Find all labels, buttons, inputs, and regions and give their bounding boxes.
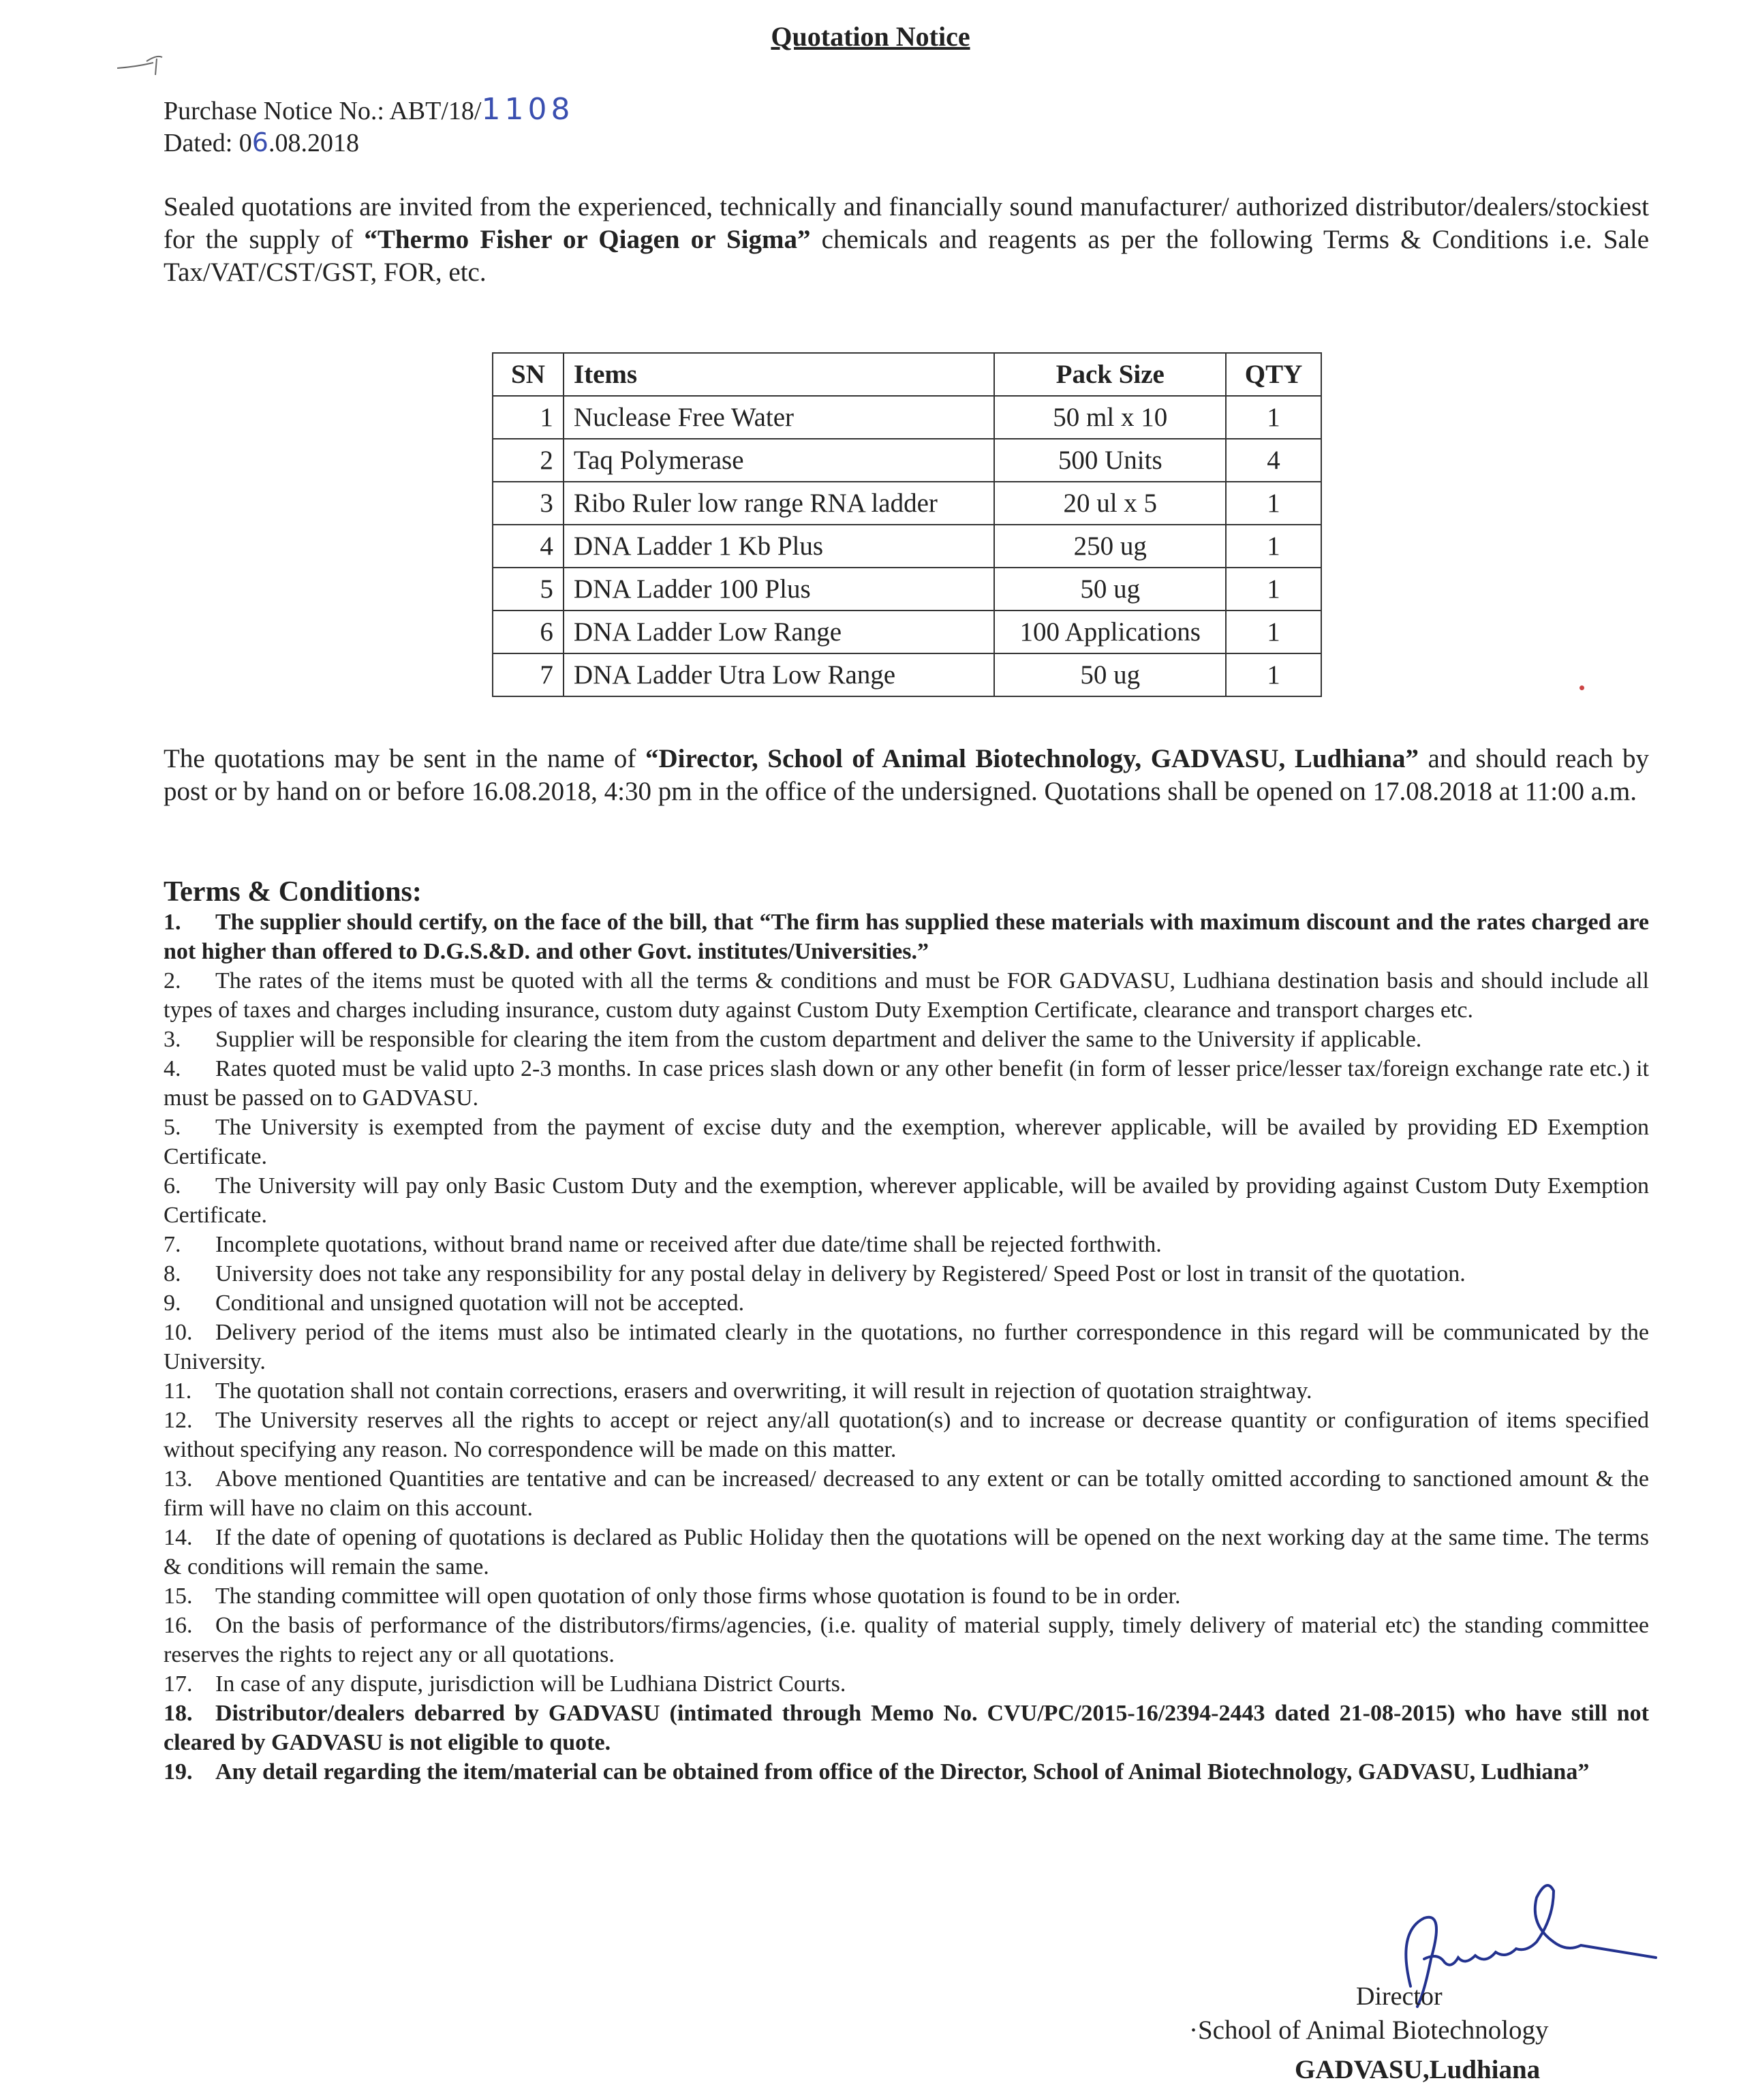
cell-sn: 7 [493, 653, 564, 696]
term-text: Incomplete quotations, without brand name or received after due date/time shall be rejected forthwith. [215, 1232, 1162, 1257]
term-text: The quotation shall not contain corrections, erasers and overwriting, it will result in rejection of quotation straightway. [215, 1378, 1312, 1404]
cell-item: DNA Ladder 1 Kb Plus [564, 525, 995, 568]
term-text: The standing committee will open quotation of only those firms whose quotation is found to be in order. [215, 1584, 1181, 1609]
table-row [493, 396, 1321, 439]
submission-text-1: The quotations may be sent in the name of [164, 744, 645, 773]
header-sn: SN [493, 353, 564, 396]
cell-pack-size: 100 Applications [994, 611, 1226, 653]
terms-heading: Terms & Conditions: [164, 876, 422, 908]
cell-item: DNA Ladder Low Range [564, 611, 995, 653]
term-number: 2. [164, 968, 181, 993]
cell-item: DNA Ladder Utra Low Range [564, 653, 995, 696]
cell-sn: 3 [493, 482, 564, 525]
table-row [493, 525, 1321, 568]
cell-sn: 4 [493, 525, 564, 568]
signatory-organization: GADVASU,Ludhiana [1295, 2055, 1541, 2084]
cell-sn: 1 [493, 396, 564, 439]
table-row [493, 439, 1321, 482]
term-number: 17. [164, 1671, 193, 1697]
term-text: The University will pay only Basic Custom Duty and the exemption, wherever applicable, will be availed by providing against Custom Duty Exemption Certificate. [164, 1173, 1649, 1228]
document-title: Quotation Notice [771, 21, 970, 52]
term-item [164, 908, 1649, 966]
term-text: The University is exempted from the payment of excise duty and the exemption, wherever applicable, will be availed by providing ED Exemption Certificate. [164, 1115, 1649, 1169]
term-number: 13. [164, 1466, 193, 1492]
term-item [164, 1171, 1649, 1230]
term-item [164, 1464, 1649, 1523]
notice-date [164, 127, 359, 158]
term-number: 6. [164, 1173, 181, 1199]
cell-sn: 5 [493, 568, 564, 611]
cell-qty: 4 [1226, 439, 1321, 482]
cell-pack-size: 50 ml x 10 [994, 396, 1226, 439]
term-item [164, 1288, 1649, 1318]
term-number: 12. [164, 1408, 193, 1433]
cell-pack-size: 500 Units [994, 439, 1226, 482]
term-item [164, 1259, 1649, 1288]
cell-pack-size: 250 ug [994, 525, 1226, 568]
submission-text-2: and should reach by post or by hand on or before 16.08.2018, 4:30 pm in the office of the undersigned. Quotations shall be opened on 17.08.2018 at 11:00 a.m. [164, 744, 1650, 806]
intro-brands: “Thermo Fisher or Qiagen or Sigma” [364, 225, 811, 254]
cell-sn: 2 [493, 439, 564, 482]
table-row [493, 611, 1321, 653]
term-text: Supplier will be responsible for clearing the item from the custom department and deliver the same to the University if applicable. [215, 1027, 1422, 1052]
term-number: 10. [164, 1320, 193, 1345]
term-item [164, 1669, 1649, 1699]
term-number: 3. [164, 1027, 181, 1052]
table-row [493, 482, 1321, 525]
purchase-notice-label: Purchase Notice No.: ABT/18/ [164, 97, 482, 125]
term-item [164, 1523, 1649, 1581]
cell-item: Ribo Ruler low range RNA ladder [564, 482, 995, 525]
term-item [164, 1699, 1649, 1757]
table-header-row [493, 353, 1321, 396]
notice-date-rest: .08.2018 [268, 129, 359, 157]
term-text: The supplier should certify, on the face of the bill, that “The firm has supplied these materials with maximum discount and the rates charged are not higher than offered to D.G.S.&D. and other Govt. institutes/Universities.” [164, 910, 1649, 964]
cell-sn: 6 [493, 611, 564, 653]
signatory-title: Director [1356, 1982, 1443, 2011]
term-number: 16. [164, 1613, 193, 1638]
term-item [164, 1025, 1649, 1054]
term-number: 19. [164, 1759, 193, 1785]
margin-scribble [116, 48, 191, 82]
intro-text-2: chemicals and reagents as per the following Terms & Conditions i.e. Sale Tax/VAT/CST/GST, FOR, etc. [164, 225, 1649, 287]
term-text: If the date of opening of quotations is declared as Public Holiday then the quotations will be opened on the next working day at the same time. The terms & conditions will remain the same. [164, 1525, 1649, 1579]
term-number: 1. [164, 910, 181, 935]
term-number: 5. [164, 1115, 181, 1140]
term-text: Conditional and unsigned quotation will not be accepted. [215, 1291, 745, 1316]
table-row [493, 568, 1321, 611]
submission-addressee: “Director, School of Animal Biotechnology, GADVASU, Ludhiana” [645, 744, 1419, 773]
signatory-school: ·School of Animal Biotechnology [1189, 2016, 1549, 2045]
notice-date-label: Dated: 0 [164, 129, 252, 157]
term-item [164, 1757, 1649, 1787]
intro-paragraph [164, 191, 1649, 289]
cell-qty: 1 [1226, 653, 1321, 696]
cell-qty: 1 [1226, 525, 1321, 568]
term-text: Delivery period of the items must also be intimated clearly in the quotations, no further correspondence in this regard will be communicated by the University. [164, 1320, 1649, 1374]
term-number: 7. [164, 1232, 181, 1257]
purchase-notice-number [164, 92, 574, 127]
term-number: 15. [164, 1584, 193, 1609]
handwritten-date-digit: 6 [251, 127, 268, 157]
table-row [493, 653, 1321, 696]
cell-pack-size: 50 ug [994, 653, 1226, 696]
term-number: 14. [164, 1525, 193, 1550]
term-number: 9. [164, 1291, 181, 1316]
header-qty: QTY [1226, 353, 1321, 396]
term-item [164, 1581, 1649, 1611]
term-item [164, 1113, 1649, 1171]
term-text: Above mentioned Quantities are tentative and can be increased/ decreased to any extent or can be totally omitted according to sanctioned amount & the firm will have no claim on this account. [164, 1466, 1649, 1521]
term-number: 11. [164, 1378, 192, 1404]
items-table [492, 352, 1322, 697]
submission-paragraph [164, 743, 1649, 808]
header-pack-size: Pack Size [994, 353, 1226, 396]
cell-pack-size: 50 ug [994, 568, 1226, 611]
term-text: Rates quoted must be valid upto 2-3 months. In case prices slash down or any other benefit (in form of lesser price/lesser tax/foreign exchange rate etc.) it must be passed on to GADVASU. [164, 1056, 1649, 1111]
cell-qty: 1 [1226, 482, 1321, 525]
term-item [164, 966, 1649, 1025]
term-item [164, 1230, 1649, 1259]
cell-item: Taq Polymerase [564, 439, 995, 482]
cell-qty: 1 [1226, 611, 1321, 653]
term-text: On the basis of performance of the distributors/firms/agencies, (i.e. quality of material supply, timely delivery of material etc) the standing committee reserves the rights to reject any or all quotations. [164, 1613, 1649, 1667]
term-item [164, 1318, 1649, 1376]
cell-item: Nuclease Free Water [564, 396, 995, 439]
term-text: The rates of the items must be quoted with all the terms & conditions and must be FOR GADVASU, Ludhiana destination basis and should include all types of taxes and charges including insurance, custom duty against Custom Duty Exemption Certificate, clearance and transport charges etc. [164, 968, 1649, 1023]
cell-item: DNA Ladder 100 Plus [564, 568, 995, 611]
term-number: 18. [164, 1701, 193, 1726]
term-text: University does not take any responsibility for any postal delay in delivery by Registered/ Speed Post or lost in transit of the quotation. [215, 1261, 1466, 1286]
term-item [164, 1054, 1649, 1113]
handwritten-notice-number: 1108 [481, 92, 574, 127]
term-number: 8. [164, 1261, 181, 1286]
term-text: The University reserves all the rights to accept or reject any/all quotation(s) and to increase or decrease quantity or configuration of items specified without specifying any reason. No correspondence will be made on this matter. [164, 1408, 1649, 1462]
cell-qty: 1 [1226, 396, 1321, 439]
cell-qty: 1 [1226, 568, 1321, 611]
cell-pack-size: 20 ul x 5 [994, 482, 1226, 525]
header-items: Items [564, 353, 995, 396]
term-item [164, 1406, 1649, 1464]
term-item [164, 1611, 1649, 1669]
intro-text-1: Sealed quotations are invited from the experienced, technically and financially sound manufacturer/ authorized distributor/dealers/stockiest for the supply of [164, 192, 1649, 254]
term-text: Distributor/dealers debarred by GADVASU (intimated through Memo No. CVU/PC/2015-16/2394-2443 dated 21-08-2015) who have still not cleared by GADVASU is not eligible to quote. [164, 1701, 1649, 1755]
ink-dot [1580, 685, 1584, 690]
term-text: Any detail regarding the item/material can be obtained from office of the Director, School of Animal Biotechnology, GADVASU, Ludhiana” [215, 1759, 1590, 1785]
term-item [164, 1376, 1649, 1406]
terms-list [164, 908, 1649, 1787]
term-number: 4. [164, 1056, 181, 1081]
term-text: In case of any dispute, jurisdiction will be Ludhiana District Courts. [215, 1671, 846, 1697]
